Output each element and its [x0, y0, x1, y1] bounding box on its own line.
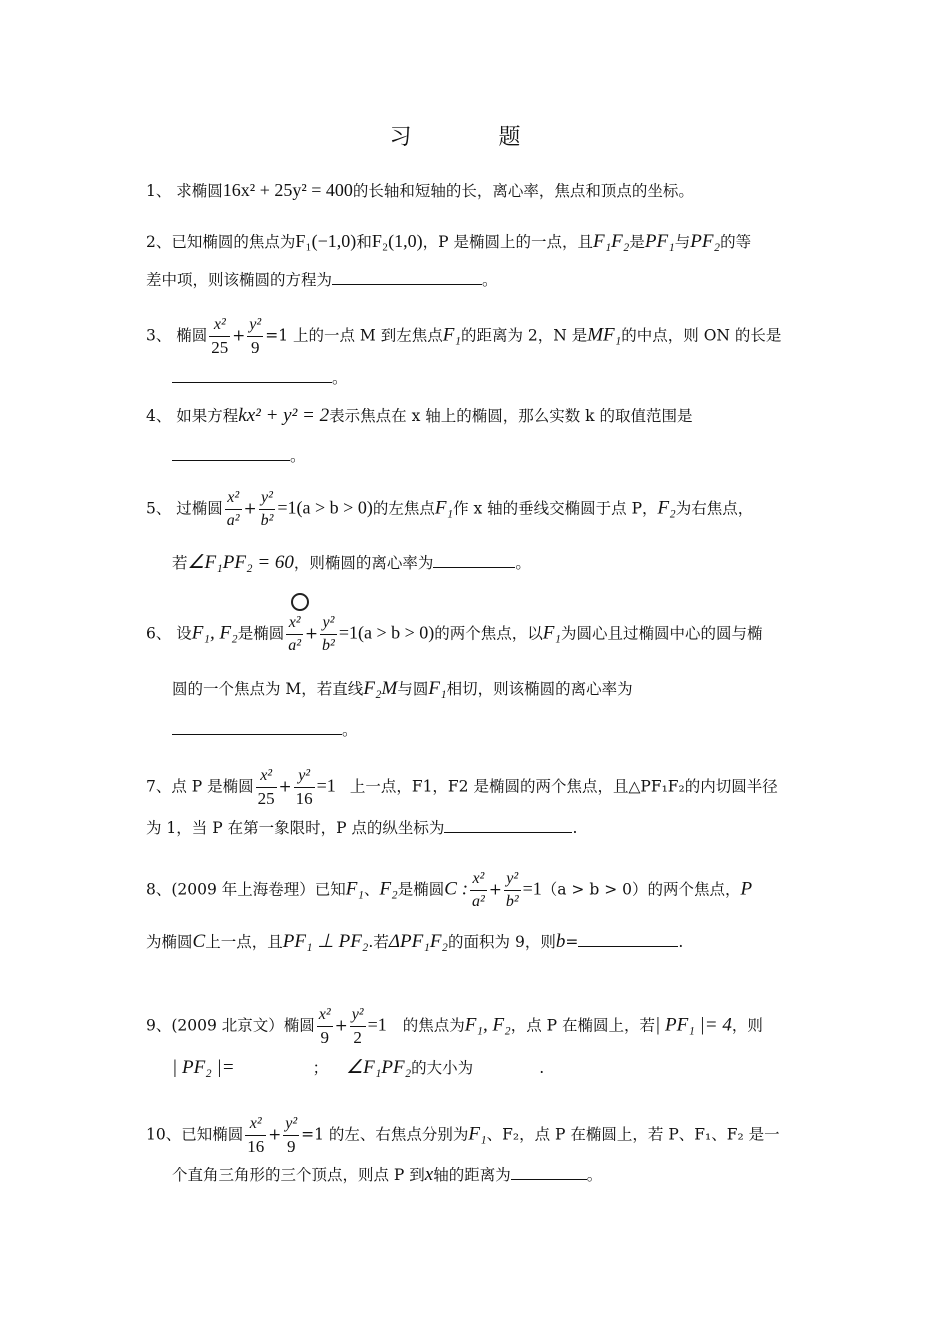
question-10: 10、已知椭圆 $\frac{\text{x²}}{16}$ + $\frac{\text{y²}}{9}$ =1 的左、右焦点分别为F₁、F₂，点 P 在椭圆上，若 P、F₁、F₂ 是一	[146, 1115, 780, 1156]
fraction: $\frac{\text{x²}}{\text{a²}}$	[288, 614, 302, 654]
question-2: 2、已知椭圆的焦点为F₁(−1,0)和F₂(1,0)，P 是椭圆上的一点，且F₁F₂是PF₁与PF₂的等	[146, 231, 752, 252]
question-1: 1、 求椭圆16x² + 25y² = 400的长轴和短轴的长，离心率，焦点和顶点的坐标。	[146, 180, 694, 200]
answer-blank[interactable]	[172, 718, 342, 735]
question-3: 3、 椭圆 $\frac{\text{x²}}{25}$ + $\frac{\text{y²}}{9}$ =1 上的一点 M 到左焦点F₁的距离为 2，N 是MF₁的中点，则 ON 的长是	[146, 316, 782, 357]
fraction: $\frac{\text{x²}}{25}$	[211, 316, 229, 357]
answer-blank[interactable]	[172, 366, 332, 383]
question-3-line-2: 。	[172, 366, 842, 390]
fraction: $\frac{\text{y²}}{9}$	[249, 316, 262, 357]
question-5: 5、 过椭圆 $\frac{\text{x²}}{\text{a²}}$ + $\frac{\text{y²}}{\text{b²}}$ =1(a > b > 0)的左焦点F₁作 x 轴的垂线交椭圆于点 P，F₂为右焦点，	[146, 487, 816, 532]
question-4-line-2: 。	[172, 444, 842, 468]
answer-blank[interactable]	[172, 444, 290, 461]
question-2-line-2: 差中项，则该椭圆的方程为 。	[146, 268, 816, 292]
page-title: 习 题	[389, 125, 561, 150]
answer-blank[interactable]	[511, 1163, 587, 1180]
question-4: 4、 如果方程kx² + y² = 2表示焦点在 x 轴上的椭圆，那么实数 k 的取值范围是	[146, 405, 693, 426]
fraction: $\frac{\text{y²}}{\text{b²}}$	[322, 614, 335, 654]
fraction: $\frac{\text{x²}}{9}$	[318, 1006, 331, 1047]
fraction: $\frac{\text{y²}}{16}$	[295, 767, 313, 808]
question-5-line-2: 若∠F₁PF₂ = 60，则椭圆的离心率为 。	[172, 552, 531, 573]
question-7: 7、点 P 是椭圆 $\frac{\text{x²}}{25}$ + $\frac{\text{y²}}{16}$ =1 上一点，F1，F2 是椭圆的两个焦点，且△PF₁F₂的内切圆半径	[146, 767, 778, 808]
fraction: $\frac{\text{x²}}{\text{a²}}$	[226, 489, 240, 529]
question-10-line-2: 个直角三角形的三个顶点，则点 P 到x轴的距离为 。	[172, 1164, 603, 1185]
question-8: 8、(2009 年上海卷理）已知F₁、F₂是椭圆C : $\frac{\text{x²}}{\text{a²}}$ + $\frac{\text{y²}}{\text{b²}}$ =1（a > b > 0）的两个焦点，P	[146, 868, 816, 913]
fraction: $\frac{\text{x²}}{25}$	[257, 767, 275, 808]
equation: 16x² + 25y² = 400	[222, 180, 353, 200]
question-9: 9、(2009 北京文）椭圆 $\frac{\text{x²}}{9}$ + $\frac{\text{y²}}{2}$ =1 的焦点为F₁, F₂，点 P 在椭圆上，若| PF₁ |= 4，则	[146, 1006, 763, 1047]
circle-mark-icon	[291, 593, 309, 611]
fraction: $\frac{\text{y²}}{9}$	[285, 1115, 298, 1156]
fraction: $\frac{\text{y²}}{\text{b²}}$	[260, 489, 274, 529]
question-8-line-2: 为椭圆C上一点，且PF₁ ⊥ PF₂.若ΔPF₁F₂的面积为 9，则b= .	[146, 931, 684, 952]
fraction: $\frac{\text{y²}}{2}$	[351, 1006, 364, 1047]
question-9-line-2: | PF₂ |= ； ∠F₁PF₂的大小为 .	[172, 1057, 545, 1078]
question-6-line-2: 圆的一个焦点为 M，若直线F₂M与圆F₁相切，则该椭圆的离心率为	[172, 678, 633, 699]
fraction: $\frac{\text{y²}}{\text{b²}}$	[505, 870, 519, 910]
answer-blank[interactable]	[444, 816, 572, 833]
question-6-line-3: 。	[172, 718, 842, 742]
fraction: $\frac{\text{x²}}{\text{a²}}$	[472, 870, 485, 910]
question-7-line-2: 为 1，当 P 在第一象限时，P 点的纵坐标为 .	[146, 816, 816, 840]
answer-blank[interactable]	[433, 551, 515, 568]
question-6: 6、 设F₁, F₂是椭圆 $\frac{\text{x²}}{\text{a²}}$ + $\frac{\text{y²}}{\text{b²}}$ =1(a > b > 0)的两个焦点，以F₁为圆心且过椭圆中心的圆与椭	[146, 612, 816, 657]
answer-blank[interactable]	[332, 268, 482, 285]
answer-blank[interactable]	[578, 930, 678, 947]
fraction: $\frac{\text{x²}}{16}$	[247, 1115, 265, 1156]
